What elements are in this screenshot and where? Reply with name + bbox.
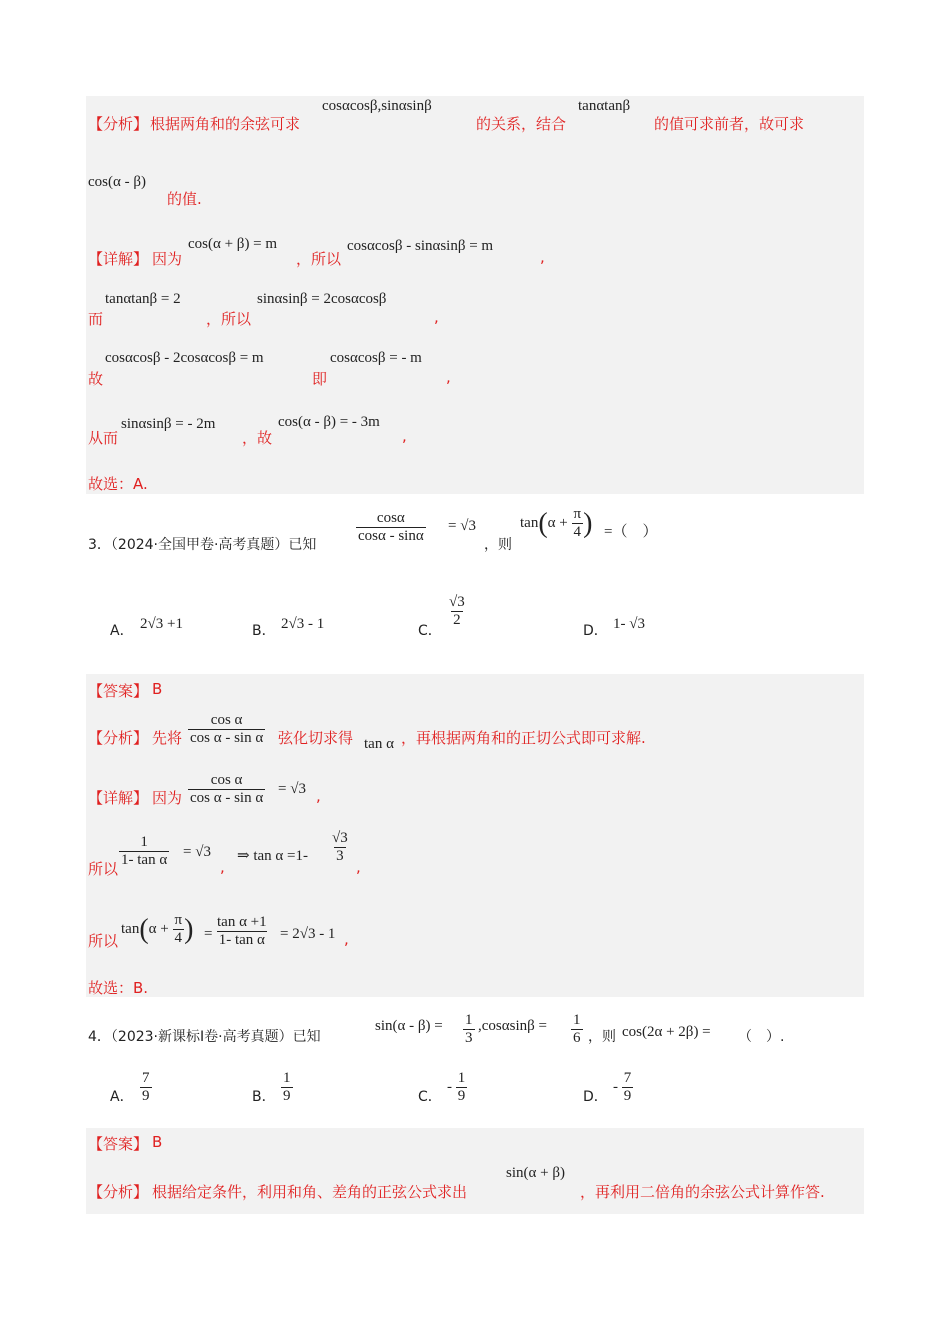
q3-detail-label: 【详解】 (88, 789, 149, 807)
q3-detail-3-fraction: $\frac{\text{tan α +1}}{\text{1- tan α}}$ (217, 914, 267, 949)
q3-detail-2-fraction-2: $\frac{√3}{3}$ (332, 830, 348, 865)
q3-option-a-label[interactable]: A． (110, 623, 134, 639)
q4-option-c-value: - $\frac{1}{9}$ (447, 1070, 466, 1105)
q3-detail-2-arrow: ⇒ tan α =1- (237, 848, 308, 864)
q4-option-b-label[interactable]: B． (252, 1089, 276, 1105)
q3-stem-eq: = √3 (448, 518, 476, 534)
q2-detail-1-math: cos(α + β) = m (188, 236, 278, 252)
q2-detail-2-text: 而 (88, 310, 104, 328)
q2-analysis-math-3: cos(α - β) (88, 174, 146, 190)
q3-option-b-label[interactable]: B． (252, 623, 276, 639)
q4-option-a-value: $\frac{7}{9}$ (142, 1070, 150, 1105)
q2-detail-4-math-2: cos(α - β) = - 3m (278, 414, 380, 430)
q2-detail-3-text: 故 (88, 370, 104, 388)
q2-detail-3-math: cosαcosβ - 2cosαcosβ = m (105, 350, 264, 366)
q3-detail-2-comma: , (220, 858, 225, 876)
q2-analysis-math-1: cosαcosβ,sinαsinβ (322, 98, 432, 114)
q4-stem-fraction-1: $\frac{1}{3}$ (465, 1012, 473, 1047)
q4-stem-text-2: ，则 (588, 1029, 616, 1045)
q2-detail-2-comma: , (434, 308, 439, 326)
q2-analysis-text-4: 的值. (167, 190, 202, 208)
q2-detail-1-comma: , (540, 248, 545, 266)
q3-detail-1-eq: = √3 (278, 781, 306, 797)
q3-option-d-label[interactable]: D． (583, 623, 608, 639)
q3-choice: 故选：B. (88, 979, 149, 997)
q3-detail-3-eq: = (204, 926, 213, 942)
q3-stem-comma: ，则 (484, 537, 512, 553)
q4-option-d-value: - $\frac{7}{9}$ (613, 1070, 632, 1105)
q3-analysis-math: tan α (364, 736, 394, 752)
q2-analysis-text-3: 的值可求前者，故可求 (654, 115, 805, 133)
q2-analysis-math-2: tanαtanβ (578, 98, 631, 114)
q2-detail-1-text-2: ，所以 (296, 250, 342, 268)
q3-analysis-text-1: 先将 (152, 729, 183, 747)
q2-detail-2-text-2: ，所以 (206, 310, 252, 328)
q3-detail-2-comma-2: , (356, 858, 361, 876)
q2-detail-3-math-2: cosαcosβ = - m (330, 350, 422, 366)
q3-analysis-text-3: ，再根据两角和的正切公式即可求解. (401, 729, 646, 747)
q2-analysis-text-2: 的关系，结合 (476, 115, 567, 133)
q3-option-d-value: 1- √3 (613, 616, 645, 632)
q4-analysis-math: sin(α + β) (506, 1165, 565, 1181)
q3-detail-2-fraction: $\frac{1}{\text{1- tan α}}$ (121, 834, 168, 869)
q3-detail-3-text: 所以 (88, 932, 119, 950)
q3-stem: 3．（2024·全国甲卷·高考真题）已知 (88, 537, 317, 553)
q4-stem-math-1: sin(α - β) = (375, 1018, 443, 1034)
q4-analysis-text-2: ，再利用二倍角的余弦公式计算作答. (580, 1183, 825, 1201)
q2-analysis-label: 【分析】 (88, 115, 149, 133)
q4-stem-tail: （ ）. (738, 1029, 785, 1045)
q2-detail-3-comma: , (446, 368, 451, 386)
q3-option-c-value: $\frac{√3}{2}$ (449, 594, 465, 629)
q4-answer-label: 【答案】 (88, 1135, 149, 1153)
q3-detail-3-result: = 2√3 - 1 (280, 926, 336, 942)
q2-detail-1-math-2: cosαcosβ - sinαsinβ = m (347, 238, 494, 254)
q4-stem-math-2: ,cosαsinβ = (478, 1018, 547, 1034)
q3-detail-1-text: 因为 (152, 789, 183, 807)
q2-detail-4-text-2: ，故 (242, 429, 273, 447)
q4-stem-math-3: cos(2α + 2β) = (622, 1024, 711, 1040)
q2-detail-label: 【详解】 (88, 250, 149, 268)
q3-analysis-text-2: 弦化切求得 (278, 729, 354, 747)
q3-detail-3-comma: , (344, 930, 349, 948)
q3-stem-tan: tan(α + $\frac{\pi}{4}$ ) (520, 506, 593, 541)
q4-option-b-value: $\frac{1}{9}$ (283, 1070, 291, 1105)
q2-detail-4-text: 从而 (88, 429, 119, 447)
q4-stem-fraction-2: $\frac{1}{6}$ (573, 1012, 581, 1047)
q2-detail-2-math-2: sinαsinβ = 2cosαcosβ (257, 291, 387, 307)
q4-option-c-label[interactable]: C． (418, 1089, 442, 1105)
q3-analysis-fraction: $\frac{\text{cos α}}{\text{cos α - sin α}}$ (190, 712, 264, 747)
q3-option-c-label[interactable]: C． (418, 623, 442, 639)
q2-detail-2-math: tanαtanβ = 2 (105, 291, 181, 307)
q3-detail-3-tan: tan(α + $\frac{\pi}{4}$ ) (121, 912, 194, 947)
q2-analysis-text-1: 根据两角和的余弦可求 (150, 115, 301, 133)
q3-analysis-label: 【分析】 (88, 729, 149, 747)
q2-detail-4-comma: , (402, 427, 407, 445)
q3-answer-label: 【答案】 (88, 682, 149, 700)
q3-stem-tail: =（ ） (604, 524, 658, 540)
q3-detail-2-eq: = √3 (183, 844, 211, 860)
q2-detail-4-math: sinαsinβ = - 2m (121, 416, 216, 432)
q4-option-d-label[interactable]: D． (583, 1089, 608, 1105)
q4-stem: 4．（2023·新课标Ⅰ卷·高考真题）已知 (88, 1029, 321, 1045)
q2-choice: 故选：A. (88, 475, 148, 493)
q2-detail-1-text: 因为 (152, 250, 183, 268)
q4-answer: B (152, 1133, 163, 1151)
q3-detail-2-text: 所以 (88, 860, 119, 878)
q3-option-a-value: 2√3 +1 (140, 616, 183, 632)
solution-block-q2 (86, 96, 864, 494)
q4-analysis-label: 【分析】 (88, 1183, 149, 1201)
q3-detail-1-comma: , (316, 787, 321, 805)
q4-option-a-label[interactable]: A． (110, 1089, 134, 1105)
q3-detail-1-fraction: $\frac{\text{cos α}}{\text{cos α - sin α}}$ (190, 772, 264, 807)
q2-detail-3-text-2: 即 (312, 370, 328, 388)
q3-answer: B (152, 680, 163, 698)
q3-stem-fraction: $\frac{\cos\alpha}{\cos\alpha - \sin\alpha}$ (358, 510, 424, 545)
q4-analysis-text-1: 根据给定条件，利用和角、差角的正弦公式求出 (152, 1183, 468, 1201)
q3-option-b-value: 2√3 - 1 (281, 616, 325, 632)
